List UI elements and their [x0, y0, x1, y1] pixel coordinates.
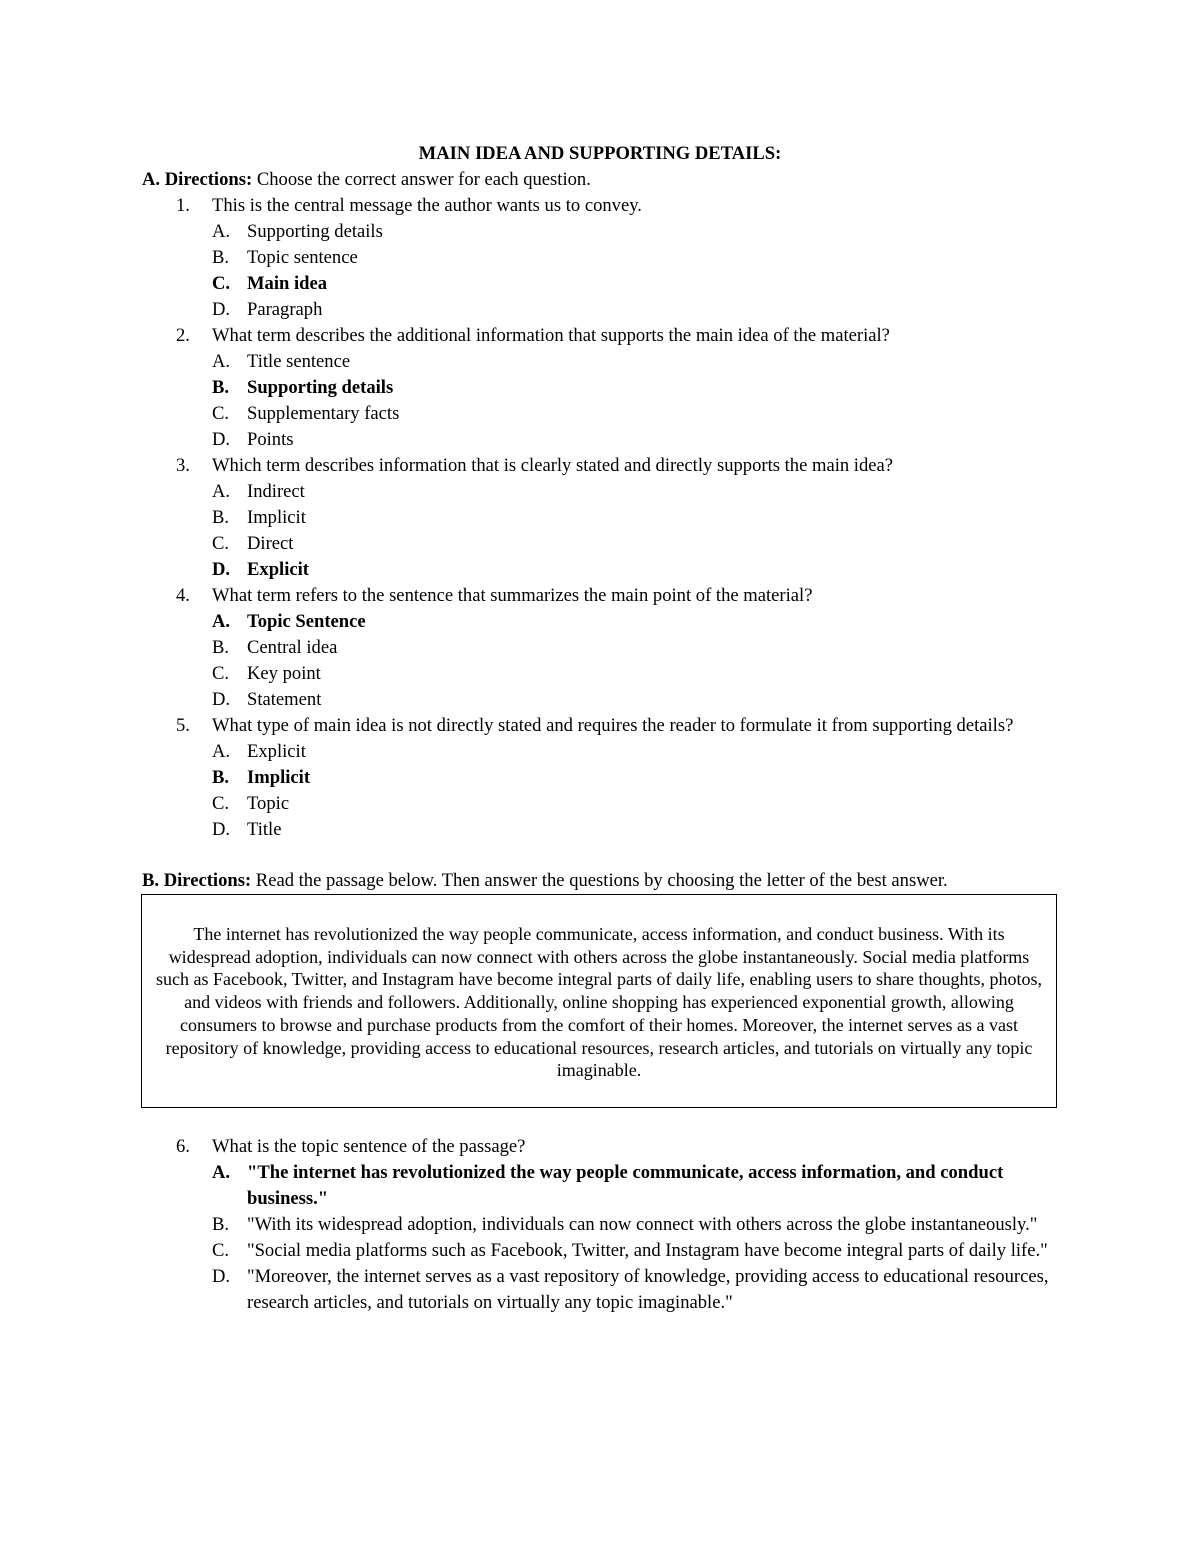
section-b-label: B. Directions: [142, 870, 252, 891]
section-b-question-list [142, 1134, 1072, 1316]
option-text: "With its widespread adoption, individuals can now connect with others across the globe instantaneously." [247, 1214, 1038, 1235]
answer-option[interactable] [142, 349, 1072, 375]
option-text: Indirect [247, 481, 305, 502]
option-letter: D. [212, 559, 231, 580]
option-text: Paragraph [247, 299, 323, 320]
section-a-text: Choose the correct answer for each question. [252, 169, 591, 190]
option-letter: B. [212, 247, 230, 268]
option-letter: A. [212, 481, 231, 502]
option-letter: A. [212, 611, 231, 632]
answer-option[interactable] [142, 427, 1072, 453]
option-letter: C. [212, 273, 231, 294]
answer-option-correct[interactable] [142, 765, 1072, 791]
option-letter: B. [212, 1214, 230, 1235]
option-text: Points [247, 429, 294, 450]
answer-option[interactable] [142, 1238, 1072, 1264]
option-text: "Social media platforms such as Facebook, Twitter, and Instagram have become integral parts of daily life." [247, 1240, 1048, 1261]
option-text: Supplementary facts [247, 403, 400, 424]
section-a-question-list [142, 193, 1072, 843]
option-text: Topic [247, 793, 290, 814]
option-letter: D. [212, 1266, 231, 1287]
option-text: Title sentence [247, 351, 351, 372]
option-letter: D. [212, 689, 231, 710]
option-text: "Moreover, the internet serves as a vast repository of knowledge, providing access to educational resources, research articles, and tutorials on virtually any topic imaginable." [247, 1266, 1049, 1313]
option-letter: C. [212, 533, 230, 554]
option-letter: B. [212, 377, 230, 398]
answer-option[interactable] [142, 661, 1072, 687]
answer-option[interactable] [142, 245, 1072, 271]
answer-option[interactable] [142, 1264, 1072, 1316]
option-letter: A. [212, 221, 231, 242]
option-text: Statement [247, 689, 322, 710]
option-text: Topic Sentence [247, 611, 366, 632]
question-text: What is the topic sentence of the passage? [212, 1136, 526, 1157]
question-number: 2. [176, 325, 190, 346]
question-number: 4. [176, 585, 190, 606]
answer-option-correct[interactable] [142, 375, 1072, 401]
section-b-questions [142, 1134, 1072, 1316]
option-letter: A. [212, 1162, 231, 1183]
question-3 [142, 453, 1072, 479]
option-text: Explicit [247, 741, 306, 762]
answer-option-correct[interactable] [142, 1160, 1072, 1212]
option-letter: C. [212, 1240, 230, 1261]
option-letter: C. [212, 663, 230, 684]
section-a-directions [142, 167, 1072, 193]
answer-option[interactable] [142, 401, 1072, 427]
section-b [142, 868, 1072, 894]
option-text: Implicit [247, 507, 306, 528]
option-letter: C. [212, 793, 230, 814]
section-a [142, 167, 1072, 843]
question-number: 3. [176, 455, 190, 476]
question-number: 1. [176, 195, 190, 216]
question-4 [142, 583, 1072, 609]
option-letter: B. [212, 637, 230, 658]
option-text: Main idea [247, 273, 328, 294]
question-text: This is the central message the author wants us to convey. [212, 195, 642, 216]
option-text: Key point [247, 663, 321, 684]
section-a-label: A. Directions: [142, 169, 253, 190]
option-letter: B. [212, 767, 230, 788]
option-letter: C. [212, 403, 230, 424]
question-2 [142, 323, 1072, 349]
question-1 [142, 193, 1072, 219]
question-text: What term refers to the sentence that summarizes the main point of the material? [212, 585, 813, 606]
option-letter: B. [212, 507, 230, 528]
answer-option[interactable] [142, 687, 1072, 713]
option-letter: D. [212, 429, 231, 450]
option-text: "The internet has revolutionized the way people communicate, access information, and conduct business." [247, 1162, 1004, 1209]
answer-option[interactable] [142, 479, 1072, 505]
section-b-directions [142, 868, 1072, 894]
option-text: Supporting details [247, 377, 394, 398]
answer-option[interactable] [142, 817, 1072, 843]
section-b-text: Read the passage below. Then answer the questions by choosing the letter of the best answer. [251, 870, 948, 891]
answer-option[interactable] [142, 505, 1072, 531]
answer-option[interactable] [142, 219, 1072, 245]
question-text: What term describes the additional information that supports the main idea of the material? [212, 325, 890, 346]
answer-option-correct[interactable] [142, 609, 1072, 635]
question-5 [142, 713, 1072, 739]
passage-text: The internet has revolutionized the way people communicate, access information, and conduct business. With its widespread adoption, individuals can now connect with others across the globe instantaneously. Social media platforms such as Facebook, Twitter, and Instagram have become integral parts of daily life, enabling users to share thoughts, photos, and videos with friends and followers. Additionally, online shopping has experienced exponential growth, allowing consumers to browse and purchase products from the comfort of their homes. Moreover, the internet serves as a vast repository of knowledge, providing access to educational resources, research articles, and tutorials on virtually any topic imaginable. [156, 924, 1042, 1081]
option-letter: A. [212, 351, 231, 372]
answer-option-correct[interactable] [142, 557, 1072, 583]
question-text: What type of main idea is not directly stated and requires the reader to formulate it from supporting details? [212, 715, 1014, 736]
question-text: Which term describes information that is clearly stated and directly supports the main idea? [212, 455, 894, 476]
question-number: 6. [176, 1136, 190, 1157]
answer-option-correct[interactable] [142, 271, 1072, 297]
option-text: Supporting details [247, 221, 383, 242]
worksheet-title: MAIN IDEA AND SUPPORTING DETAILS: [418, 143, 782, 164]
answer-option[interactable] [142, 531, 1072, 557]
option-text: Title [247, 819, 282, 840]
option-letter: A. [212, 741, 231, 762]
option-text: Direct [247, 533, 294, 554]
answer-option[interactable] [142, 739, 1072, 765]
question-6 [142, 1134, 1072, 1160]
answer-option[interactable] [142, 635, 1072, 661]
answer-option[interactable] [142, 1212, 1072, 1238]
option-text: Implicit [247, 767, 311, 788]
option-letter: D. [212, 819, 231, 840]
option-text: Central idea [247, 637, 338, 658]
answer-option[interactable] [142, 791, 1072, 817]
passage-box [141, 894, 1057, 1108]
answer-option[interactable] [142, 297, 1072, 323]
question-number: 5. [176, 715, 190, 736]
option-text: Topic sentence [247, 247, 358, 268]
option-text: Explicit [247, 559, 309, 580]
option-letter: D. [212, 299, 231, 320]
